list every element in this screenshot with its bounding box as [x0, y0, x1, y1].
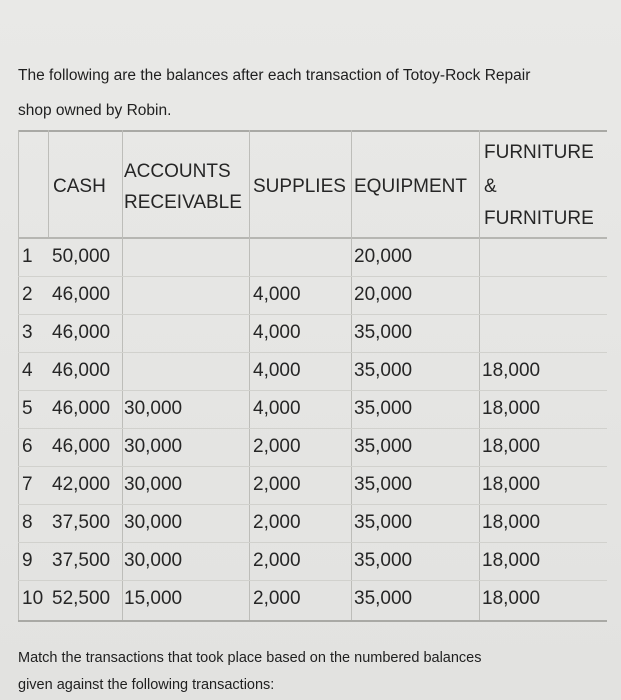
row-number: 6 [22, 436, 33, 457]
row-number: 1 [22, 246, 33, 267]
intro-line-1: The following are the balances after each transaction of Totoy-Rock Repair [18, 67, 531, 84]
equipment-value: 35,000 [354, 398, 413, 419]
equipment-value: 20,000 [354, 284, 413, 305]
supplies-value: 2,000 [253, 436, 301, 457]
row-number: 7 [22, 474, 33, 495]
table-row [18, 504, 607, 543]
cash-value: 46,000 [52, 284, 111, 305]
ar-value: 30,000 [124, 436, 183, 457]
row-number: 10 [22, 588, 44, 609]
ff-value: 18,000 [482, 436, 541, 457]
header-ar-line2: RECEIVABLE [124, 192, 242, 213]
instruction-text [18, 645, 608, 699]
cash-value: 37,500 [52, 512, 111, 533]
table-row [18, 542, 607, 581]
supplies-value: 4,000 [253, 284, 301, 305]
header-equipment: EQUIPMENT [354, 176, 467, 197]
cash-value: 46,000 [52, 322, 111, 343]
header-ar-line1: ACCOUNTS [124, 161, 231, 182]
equipment-value: 35,000 [354, 550, 413, 571]
equipment-value: 35,000 [354, 322, 413, 343]
col-line-1 [48, 130, 49, 237]
table-row [18, 276, 607, 315]
ar-value: 30,000 [124, 512, 183, 533]
header-ff-line1: FURNITURE [484, 142, 594, 163]
table-top-rule [18, 130, 607, 132]
table-bottom-rule [18, 620, 607, 622]
row-number: 9 [22, 550, 33, 571]
supplies-value: 2,000 [253, 474, 301, 495]
table-row [18, 428, 607, 467]
equipment-value: 35,000 [354, 474, 413, 495]
ar-value: 15,000 [124, 588, 183, 609]
table-row [18, 352, 607, 391]
header-supplies: SUPPLIES [253, 176, 346, 197]
supplies-value: 4,000 [253, 398, 301, 419]
supplies-value: 2,000 [253, 512, 301, 533]
row-number: 8 [22, 512, 33, 533]
equipment-value: 35,000 [354, 588, 413, 609]
row-number: 2 [22, 284, 33, 305]
ff-value: 18,000 [482, 474, 541, 495]
supplies-value: 4,000 [253, 360, 301, 381]
table-row [18, 390, 607, 429]
ff-value: 18,000 [482, 550, 541, 571]
ff-value: 18,000 [482, 588, 541, 609]
cash-value: 46,000 [52, 360, 111, 381]
ar-value: 30,000 [124, 550, 183, 571]
cash-value: 46,000 [52, 398, 111, 419]
cash-value: 50,000 [52, 246, 111, 267]
ff-value: 18,000 [482, 360, 541, 381]
instruction-line-1: Match the transactions that took place based on the numbered balances [18, 650, 482, 666]
instruction-line-2: given against the following transactions: [18, 677, 275, 693]
cash-value: 42,000 [52, 474, 111, 495]
table-row [18, 314, 607, 353]
ff-value: 18,000 [482, 512, 541, 533]
supplies-value: 2,000 [253, 588, 301, 609]
intro-text [18, 58, 608, 128]
header-ff-line3: FURNITURE [484, 208, 594, 229]
cash-value: 46,000 [52, 436, 111, 457]
cash-value: 52,500 [52, 588, 111, 609]
row-number: 3 [22, 322, 33, 343]
equipment-value: 20,000 [354, 246, 413, 267]
equipment-value: 35,000 [354, 360, 413, 381]
equipment-value: 35,000 [354, 436, 413, 457]
balances-table [18, 130, 607, 622]
cash-value: 37,500 [52, 550, 111, 571]
ff-value: 18,000 [482, 398, 541, 419]
row-number: 4 [22, 360, 33, 381]
header-cash: CASH [53, 176, 106, 197]
supplies-value: 4,000 [253, 322, 301, 343]
ar-value: 30,000 [124, 474, 183, 495]
intro-line-2: shop owned by Robin. [18, 102, 172, 119]
table-row [18, 466, 607, 505]
header-ff-line2: & [484, 176, 497, 197]
ar-value: 30,000 [124, 398, 183, 419]
table-row [18, 238, 607, 277]
row-number: 5 [22, 398, 33, 419]
table-row [18, 580, 607, 618]
equipment-value: 35,000 [354, 512, 413, 533]
supplies-value: 2,000 [253, 550, 301, 571]
